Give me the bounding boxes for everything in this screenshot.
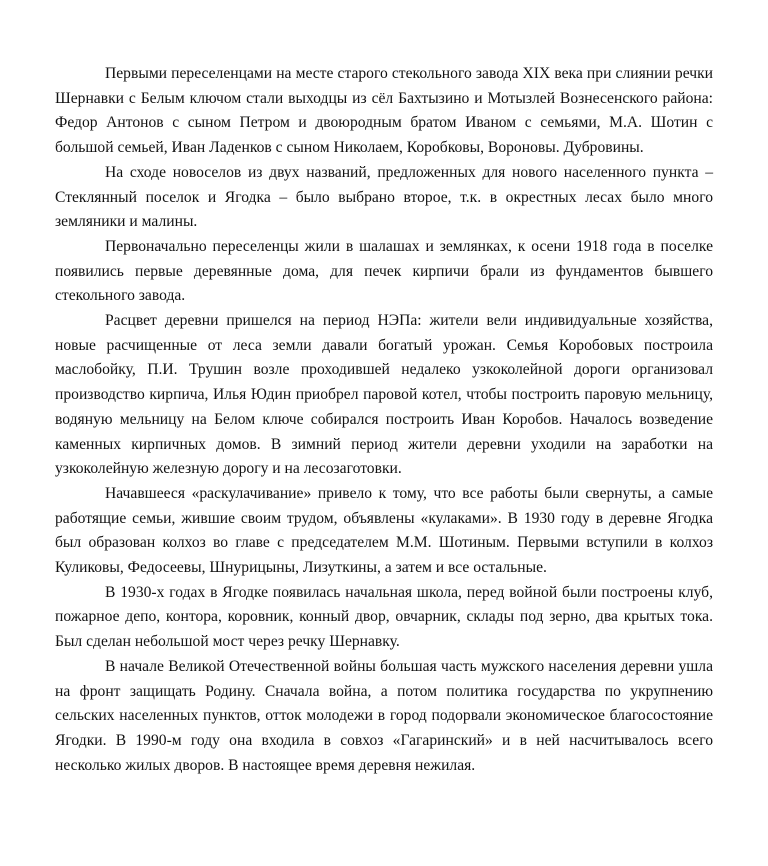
document-page — [55, 62, 713, 778]
paragraph-2: На сходе новоселов из двух названий, предложенных для нового населенного пункта – Стеклянный поселок и Ягодка – было выбрано второе, т.к. в окрестных лесах было много земляники и малины. — [55, 163, 713, 231]
paragraph-7: В начале Великой Отечественной войны большая часть мужского населения деревни ушла на фронт защищать Родину. Сначала война, а потом политика государства по укрупнению сельских населенных пунктов, отток молодежи в город подорвали экономическое благосостояние Ягодки. В 1990-м году она входила в совхоз «Гагаринский» и в ней насчитывалось всего несколько жилых дворов. В настоящее время деревня нежилая. — [55, 657, 713, 774]
paragraph-5: Начавшееся «раскулачивание» привело к тому, что все работы были свернуты, а самые работящие семьи, жившие своим трудом, объявлены «кулаками». В 1930 году в деревне Ягодка был образован колхоз во главе с председателем М.М. Шотиным. Первыми вступили в колхоз Куликовы, Федосеевы, Шнурицыны, Лизуткины, а затем и все остальные. — [55, 484, 713, 577]
paragraph-4: Расцвет деревни пришелся на период НЭПа: жители вели индивидуальные хозяйства, новые расчищенные от леса земли давали богатый урожан. Семья Коробовых построила маслобойку, П.И. Трушин возле проходившей недалеко узкоколейной дороги организовал производство кирпича, Илья Юдин приобрел паровой котел, чтобы построить паровую мельницу, водяную мельницу на Белом ключе собирался построить Иван Коробов. Началось возведение каменных кирпичных домов. В зимний период жители деревни уходили на заработки на узкоколейную железную дорогу и на лесозаготовки. — [55, 312, 713, 478]
paragraph-6: В 1930-х годах в Ягодке появилась начальная школа, перед войной были построены клуб, пожарное депо, контора, коровник, конный двор, овчарник, склады под зерно, два крытых тока. Был сделан небольшой мост через речку Шернавку. — [55, 583, 713, 651]
paragraph-3: Первоначально переселенцы жили в шалашах и землянках, к осени 1918 года в поселке появились первые деревянные дома, для печек кирпичи брали из фундаментов бывшего стекольного завода. — [55, 237, 713, 305]
paragraph-1: Первыми переселенцами на месте старого стекольного завода XIX века при слиянии речки Шернавки с Белым ключом стали выходцы из сёл Бахтызино и Мотызлей Вознесенского района: Федор Антонов с сыном Петром и двоюродным братом Иваном с семьями, М.А. Шотин с большой семьей, Иван Ладенков с сыном Николаем, Коробковы, Вороновы. Дубровины. — [55, 65, 713, 157]
